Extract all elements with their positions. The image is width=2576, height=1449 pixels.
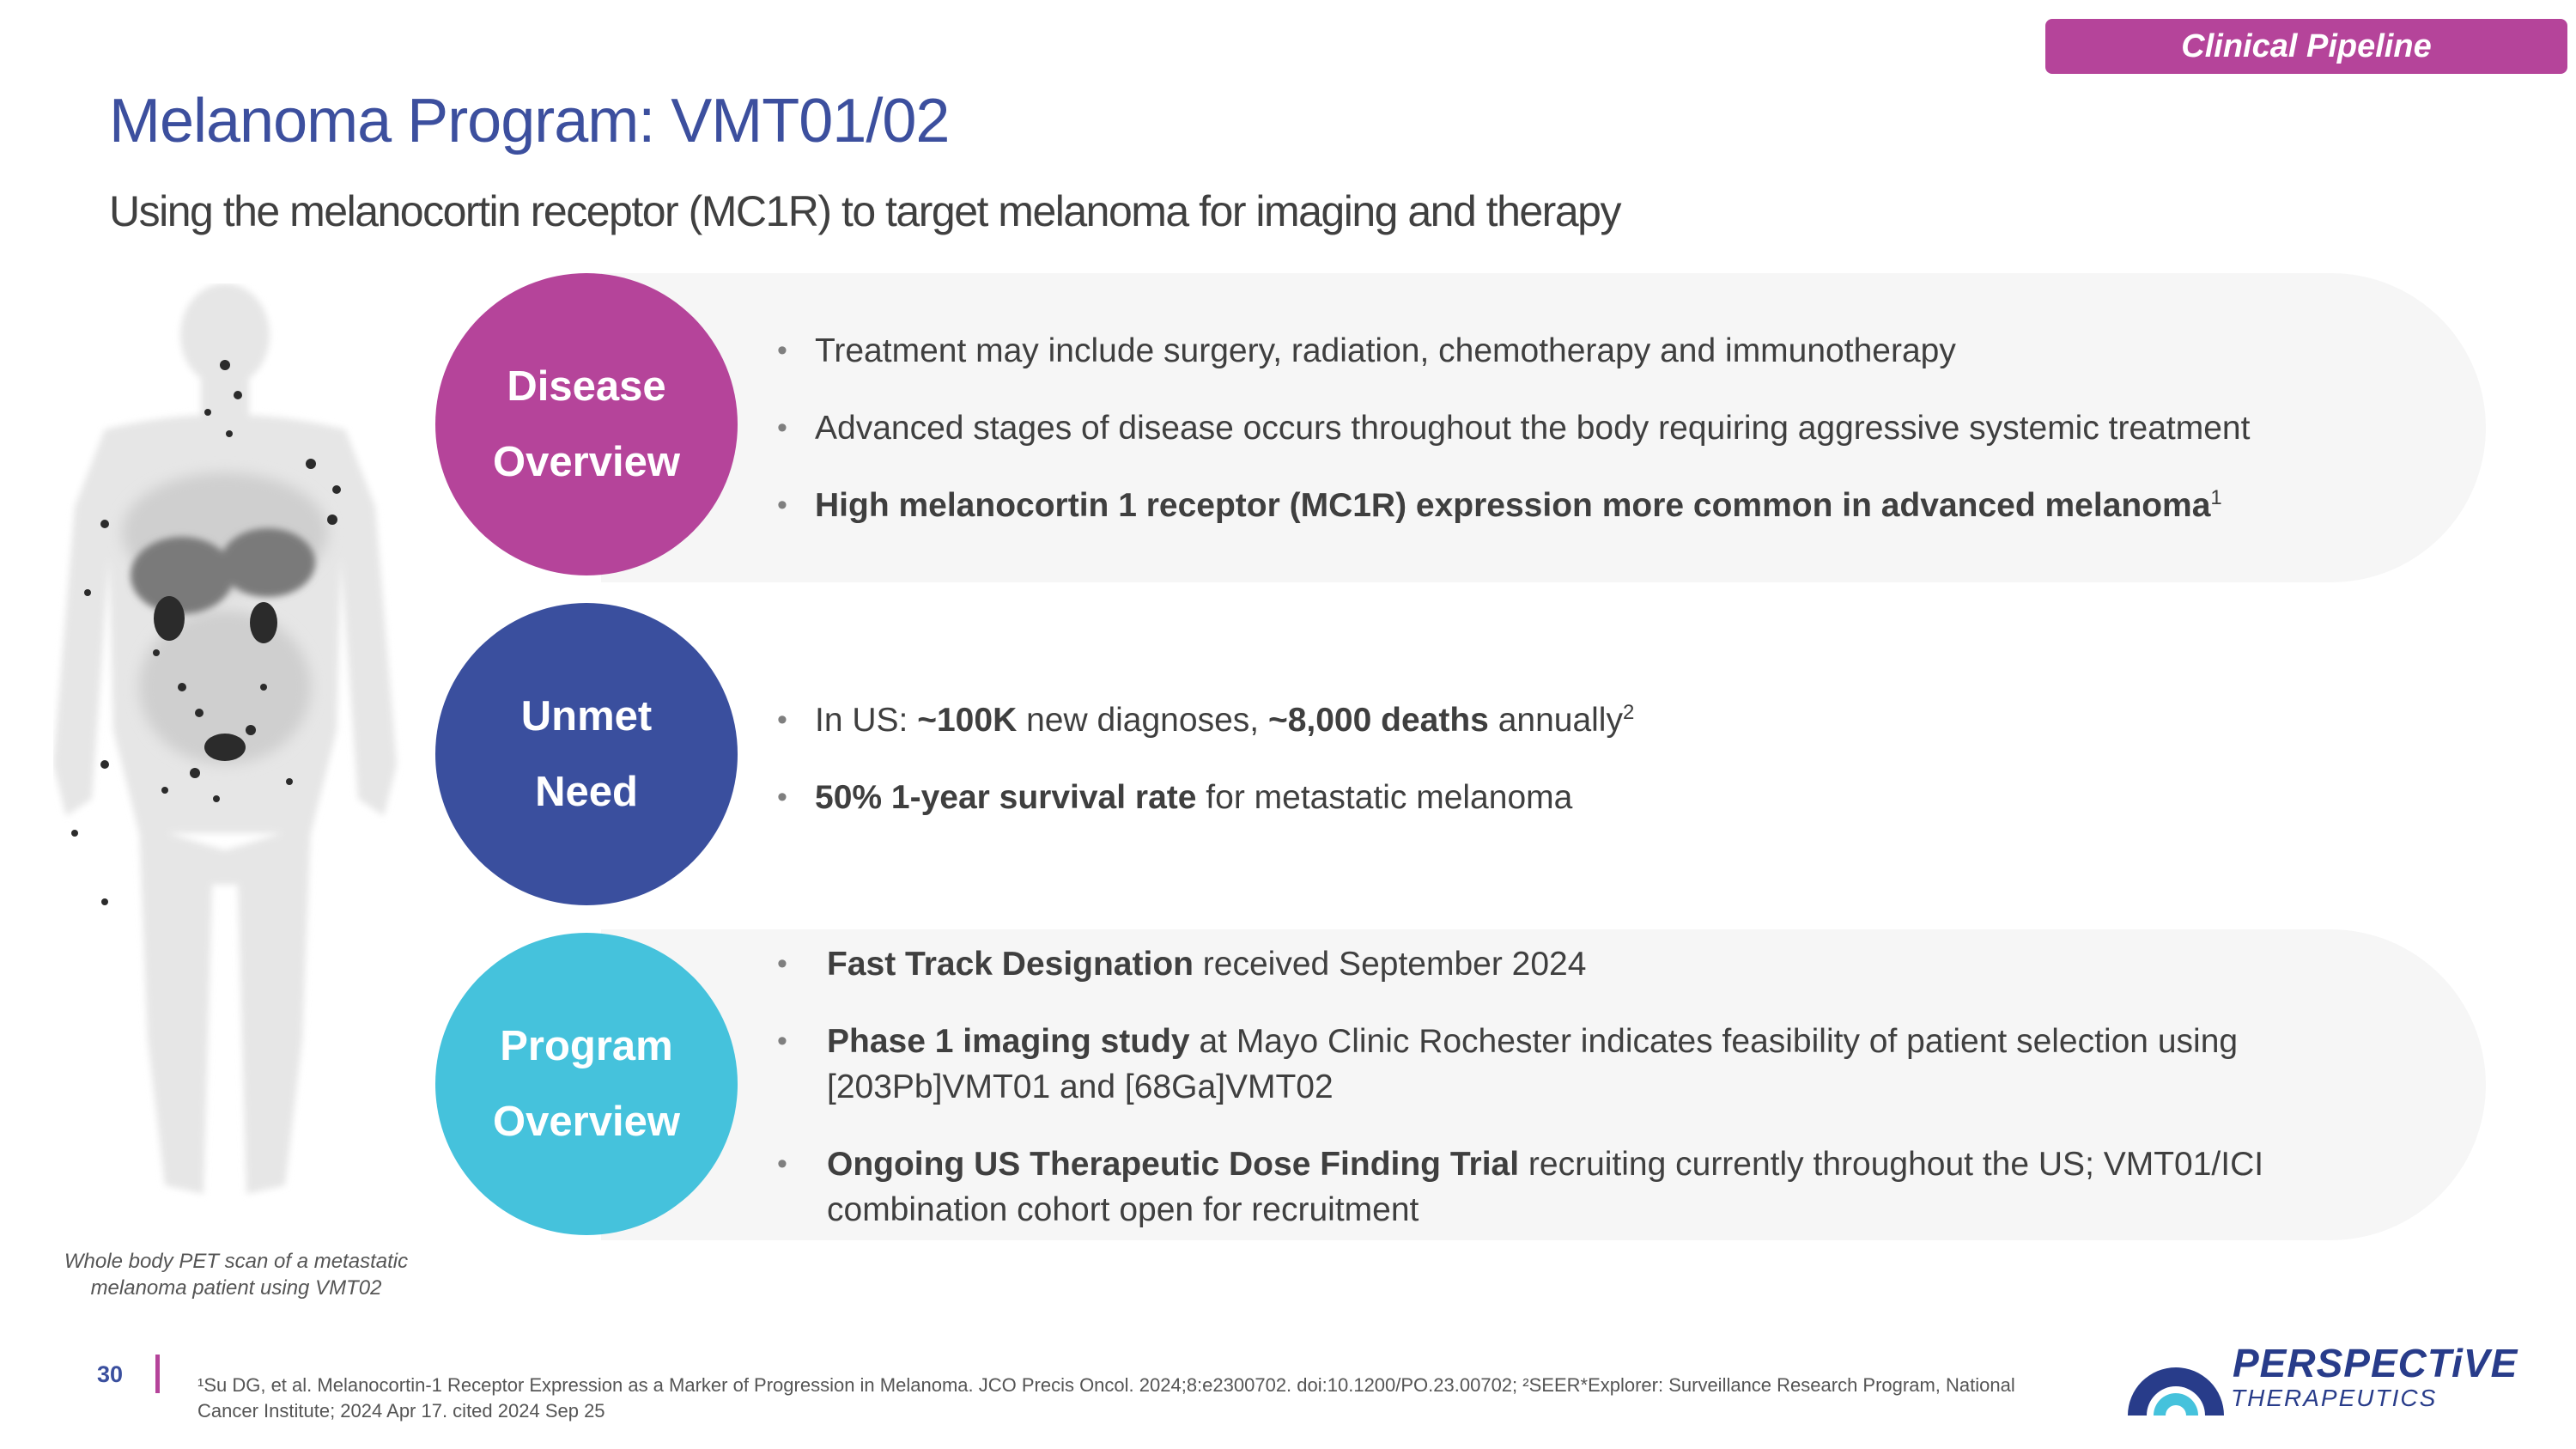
- bullet-item: [777, 941, 2323, 987]
- page-subtitle: Using the melanocortin receptor (MC1R) to target melanoma for imaging and therapy: [109, 187, 1620, 235]
- company-name: PERSPECTiVE: [2233, 1341, 2518, 1385]
- bullet-item: [777, 1142, 2323, 1233]
- bullet-item: [777, 697, 1634, 743]
- bullet-text: at Mayo Clinic Rochester indicates feasibility of patient selection using [203Pb]VMT01 and [68Ga]VMT02: [827, 1023, 2239, 1105]
- footnote-ref: 1: [2210, 486, 2222, 509]
- bullet-item: [777, 775, 1634, 820]
- bullet-item: [777, 405, 2250, 451]
- unmet-need-bullets: [777, 697, 1634, 820]
- circle-label: Program: [500, 1023, 673, 1069]
- circle-label: Disease: [507, 363, 666, 410]
- bullet-text-bold: ~100K: [917, 702, 1018, 739]
- disease-overview-bullets: [777, 328, 2250, 528]
- bullet-text: Treatment may include surgery, radiation, chemotherapy and immunotherapy: [815, 332, 1956, 369]
- circle-label: Need: [535, 769, 638, 815]
- footer-divider: [155, 1355, 160, 1393]
- bullet-item: [777, 1019, 2323, 1110]
- bullet-text: for metastatic melanoma: [1196, 779, 1573, 816]
- bullet-text-bold: Phase 1 imaging study: [827, 1023, 1190, 1060]
- bullet-text: Advanced stages of disease occurs throughout the body requiring aggressive systemic treatment: [815, 410, 2251, 447]
- circle-label: Overview: [493, 439, 680, 485]
- bullet-item: [777, 328, 2250, 374]
- page-number: 30: [97, 1361, 124, 1387]
- unmet-need-circle: [435, 603, 738, 905]
- circle-label: Overview: [493, 1099, 680, 1145]
- image-caption: [34, 1248, 438, 1301]
- bullet-text: In US:: [815, 702, 918, 739]
- whole-body-pet-scan-image: [53, 283, 414, 1211]
- circle-label: Unmet: [520, 693, 653, 740]
- program-overview-bullets: [777, 941, 2323, 1233]
- bullet-text-bold: Fast Track Designation: [827, 946, 1194, 983]
- footnote: ¹Su DG, et al. Melanocortin-1 Receptor Expression as a Marker of Progression in Melanoma. JCO Precis Oncol. 2024;8:e2300702. doi:10.1200/PO.23.00702; ²SEER*Explorer: Surveillance Research Program, National Cancer Institute; 2024 Apr 17. cited 2024 Sep 25: [197, 1374, 2015, 1422]
- bullet-text: received September 2024: [1193, 946, 1587, 983]
- company-subname: THERAPEUTICS: [2231, 1385, 2438, 1411]
- bullet-text-bold: ~8,000 deaths: [1267, 702, 1489, 739]
- clinical-pipeline-tag: Clinical Pipeline: [2045, 19, 2567, 74]
- disease-overview-circle: [435, 273, 738, 575]
- bullet-item: [777, 483, 2250, 528]
- footnote-ref: 2: [1622, 701, 1635, 724]
- caption-line: melanoma patient using VMT02: [90, 1276, 382, 1300]
- bullet-text: High melanocortin 1 receptor (MC1R) expression more common in advanced melanoma: [815, 487, 2211, 524]
- bullet-text: recruiting currently throughout the US; VMT01/ICI combination cohort open for recruitment: [827, 1146, 2264, 1228]
- program-overview-circle: [435, 933, 738, 1235]
- caption-line: Whole body PET scan of a metastatic: [64, 1250, 409, 1273]
- bullet-text: annually: [1488, 702, 1623, 739]
- page-title: Melanoma Program: VMT01/02: [109, 87, 950, 155]
- bullet-text: new diagnoses,: [1017, 702, 1268, 739]
- bullet-text-bold: Ongoing US Therapeutic Dose Finding Trial: [827, 1146, 1520, 1183]
- bullet-text-bold: 50% 1-year survival rate: [815, 779, 1197, 816]
